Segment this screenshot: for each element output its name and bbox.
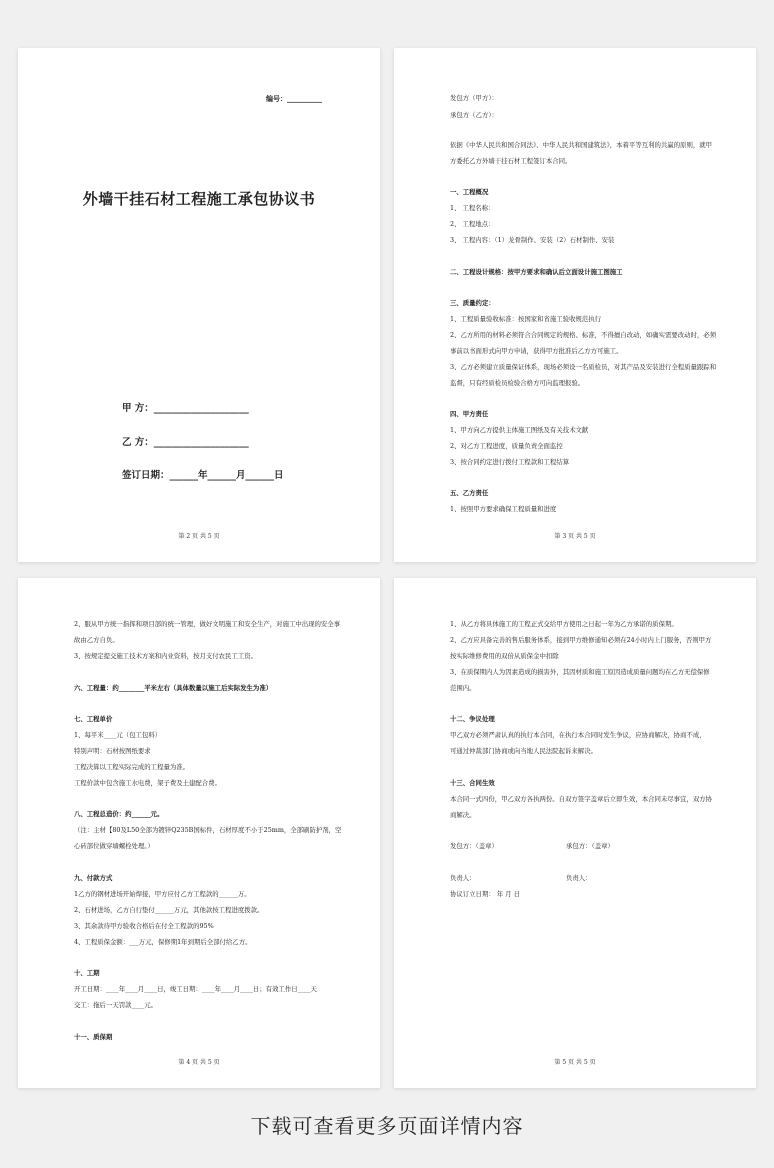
document-page-5 [394,578,756,1088]
text-line: 4、工程质保金额：___万元，保修期1年到期后全部付给乙方。 [74,938,252,946]
text-line: 方委托乙方外墙干挂石材工程签订本合同。 [450,157,572,165]
text-line: 2、服从甲方统一指挥和项目部的统一管理，做好文明施工和安全生产，对施工中出现的安全事 [74,620,341,628]
section-heading: 四、甲方责任 [450,410,489,418]
document-title: 外墙干挂石材工程施工承包协议书 [82,190,316,208]
issuer-seal-line: 发包方：（盖章） [450,842,498,850]
text-line: 可通过仲裁部门协商或向当地人民法院起诉来解决。 [450,747,597,755]
section-heading: 二、工程设计规格：按甲方要求和确认后立面设计施工图施工 [450,268,623,276]
text-line: 甲乙双方必须严肃认真的执行本合同，在执行本合同时发生争议，应协商解决，协商不成， [450,731,706,739]
document-page-cover [18,48,380,562]
text-line: 3、乙方必须建立质量保证体系，现场必须设一名质检员，对其产品及安装进行全程质量跟踪和 [450,363,717,371]
page-number: 第 3 页 共 5 页 [554,533,596,540]
text-line: 2、 工程地点： [450,220,495,228]
text-line: 心砖部位做穿墙螺栓处理。） [74,842,154,850]
text-line: 2、石材进场，乙方自行垫付______万元，其他款按工程进度拨款。 [74,906,264,914]
text-line: 故由乙方自负。 [74,636,119,644]
text-line: 1、按照甲方要求确保工程质量和进度 [450,505,557,513]
page-number: 第 2 页 共 5 页 [178,533,220,540]
text-line: 1、工程质量验收标准：按国家和省施工验收规范执行 [450,315,602,323]
text-line: 监督，只有经质检员检验合格方可向监理报验。 [450,379,585,387]
text-line: 3、按合同约定进行拨付工程款和工程结算 [450,458,570,466]
text-line: （注：主材【80及L50全部为镀锌Q235B国标件，石材厚度不小于25mm，全部刷防护剂，空 [74,826,342,834]
section-heading: 十一、质保期 [74,1033,113,1041]
section-heading: 九、付款方式 [74,874,113,882]
text-line: 事前以书面形式向甲方申请，获得甲方批准后乙方方可施工。 [450,347,623,355]
section-heading: 八、工程总造价：约______元。 [74,810,164,818]
text-line: 1、每平米____元（包工包料） [74,731,162,739]
agreement-date-line: 协议订立日期： 年 月 日 [450,890,520,898]
text-line: 3、按规定提交施工技术方案和内业资料，按月支付农民工工资。 [74,652,258,660]
serial-number-label: 编号：__________ [266,94,322,103]
text-line: 1乙方的钢材进场开始焊接，甲方应付乙方工程款的______万。 [74,890,251,898]
page-number: 第 5 页 共 5 页 [554,1059,596,1066]
page-number: 第 4 页 共 5 页 [178,1059,220,1066]
section-heading: 五、乙方责任 [450,489,489,497]
text-line: 2、对乙方工程进度，质量负责全面监控 [450,442,563,450]
text-line: 承包方（乙方）： [450,111,498,119]
text-line: 本合同一式四份，甲乙双方各执两份。自双方签字盖章后立即生效，本合同未尽事宜，双方协 [450,795,713,803]
text-line: 3、其余款待甲方验收合格后在付全工程款的95% [74,922,214,930]
text-line: 特别声明：石材按图纸要求 [74,747,151,755]
text-line: 按实际维修费用的双倍从质保金中扣除 [450,652,559,660]
contractor-representative-line: 负责人： [566,874,592,882]
section-heading: 三、质量约定： [450,299,495,307]
text-line: 开工日期：____年____月____日，竣工日期：____年____月____日；有效工作日____天 [74,985,317,993]
section-heading: 六、工程量：约________平米左右（具体数量以施工后实际发生为准） [74,684,273,692]
contractor-seal-line: 承包方：（盖章） [566,842,614,850]
section-heading: 一、工程概况 [450,188,489,196]
document-page-4 [18,578,380,1088]
text-line: 3、 工程内容：（1）龙骨制作、安装（2）石材制作、安装 [450,236,615,244]
text-line: 工程决算以工程实际完成的工程量为准。 [74,763,190,771]
text-line: 发包方（甲方）： [450,94,498,102]
text-line: 1、 工程名称： [450,204,495,212]
download-caption: 下载可查看更多页面详情内容 [250,1114,524,1138]
text-line: 依据《中华人民共和国合同法》、中华人民共和国建筑法》，本着平等互利的共赢的原则，就甲 [450,141,713,149]
text-line: 1、甲方向乙方提供主体施工图纸及有关技术文献 [450,426,589,434]
section-heading: 十二、争议处理 [450,715,495,723]
text-line: 范围内。 [450,684,476,692]
sign-date-line: 签订日期：______年______月______日 [122,470,284,481]
text-line: 2、乙方应具备完善的售后服务体系，接到甲方维修通知必须在24小时内上门服务，否则甲方 [450,636,712,644]
party-b-line: 乙 方：____________________ [122,437,249,448]
text-line: 2、乙方所用的材料必须符合合同规定的规格、标准，不得擅自改动，如确实需要改动时，必须 [450,331,717,339]
section-heading: 十三、合同生效 [450,779,495,787]
issuer-representative-line: 负责人： [450,874,476,882]
text-line: 商解决。 [450,811,476,819]
text-line: 工程价款中包含施工水电费，架子费及土建配合费。 [74,779,221,787]
section-heading: 十、工期 [74,969,100,977]
party-a-line: 甲 方：____________________ [122,403,249,414]
section-heading: 七、工程单价 [74,715,113,723]
text-line: 交工：拖后一天罚款____元。 [74,1001,158,1009]
text-line: 3、在质保期内人为因素造成的损害外，其因材质和施工原因造成质量问题均在乙方无偿保修 [450,668,710,676]
text-line: 1、从乙方将具体施工的工程正式交给甲方使用之日起一年为乙方承诺的质保期。 [450,620,678,628]
document-page-3 [394,48,756,562]
